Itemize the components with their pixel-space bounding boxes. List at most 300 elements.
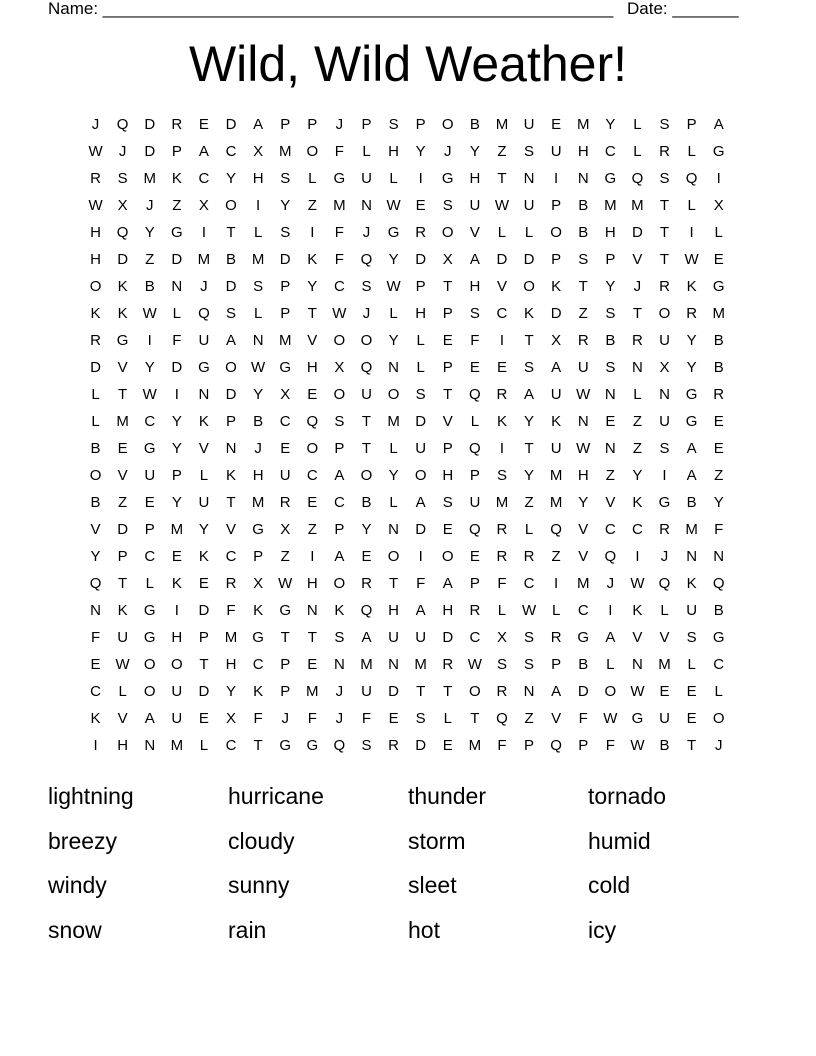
grid-letter: M: [712, 305, 725, 322]
grid-letter: D: [171, 251, 183, 268]
grid-letter: C: [469, 629, 481, 646]
grid-letter: P: [334, 440, 345, 457]
grid-letter: O: [170, 656, 183, 673]
grid-letter: H: [442, 602, 454, 619]
grid-letter: H: [252, 170, 264, 187]
grid-letter: K: [524, 305, 535, 322]
grid-letter: U: [198, 494, 210, 511]
grid-letter: R: [496, 548, 508, 565]
grid-letter: R: [523, 548, 535, 565]
grid-letter: I: [662, 467, 667, 484]
grid-letter: Q: [658, 575, 671, 592]
grid-letter: Q: [198, 305, 210, 322]
grid-letter: Y: [171, 413, 182, 430]
grid-letter: S: [280, 170, 291, 187]
grid-letter: C: [225, 548, 237, 565]
grid-row: [82, 219, 734, 246]
grid-letter: D: [225, 386, 237, 403]
grid-letter: T: [687, 737, 697, 754]
grid-letter: C: [632, 521, 643, 538]
grid-letter: E: [198, 575, 209, 592]
grid-letter: K: [90, 305, 101, 322]
grid-letter: O: [306, 143, 319, 160]
grid-letter: V: [226, 521, 237, 538]
grid-letter: N: [252, 332, 264, 349]
grid-letter: X: [280, 521, 291, 538]
grid-letter: C: [333, 494, 345, 511]
grid-letter: V: [307, 332, 318, 349]
grid-letter: L: [633, 116, 642, 133]
grid-letter: C: [713, 656, 725, 673]
grid-letter: L: [389, 494, 398, 511]
grid-letter: F: [253, 710, 263, 727]
grid-letter: L: [416, 332, 425, 349]
grid-letter: P: [117, 548, 128, 565]
grid-letter: J: [254, 440, 262, 457]
grid-row: [82, 516, 734, 543]
grid-letter: L: [253, 224, 263, 241]
grid-letter: K: [307, 251, 318, 268]
grid-letter: L: [660, 602, 669, 619]
grid-letter: K: [117, 278, 128, 295]
grid-letter: U: [469, 197, 481, 214]
grid-letter: E: [361, 548, 372, 565]
grid-letter: E: [117, 440, 128, 457]
grid-letter: I: [174, 602, 179, 619]
grid-letter: U: [550, 143, 562, 160]
grid-letter: L: [389, 170, 398, 187]
grid-letter: L: [443, 710, 452, 727]
grid-letter: P: [280, 116, 291, 133]
grid-letter: P: [171, 467, 182, 484]
grid-row: [82, 543, 734, 570]
grid-letter: M: [143, 170, 156, 187]
grid-letter: V: [496, 278, 507, 295]
grid-letter: Z: [524, 710, 534, 727]
grid-letter: U: [171, 710, 183, 727]
grid-letter: O: [360, 467, 373, 484]
grid-letter: L: [470, 413, 480, 430]
grid-letter: V: [632, 251, 643, 268]
grid-letter: E: [442, 521, 453, 538]
grid-row: [82, 300, 734, 327]
grid-letter: L: [199, 467, 209, 484]
grid-letter: W: [386, 197, 401, 214]
grid-row: [82, 462, 734, 489]
grid-letter: Z: [172, 197, 182, 214]
grid-letter: G: [658, 494, 671, 511]
grid-letter: U: [659, 413, 670, 430]
grid-letter: K: [551, 278, 562, 295]
grid-letter: Z: [714, 467, 724, 484]
grid-letter: L: [362, 143, 371, 160]
grid-letter: F: [497, 575, 507, 592]
grid-letter: D: [550, 305, 562, 322]
grid-letter: L: [389, 440, 398, 457]
grid-letter: R: [632, 332, 643, 349]
grid-letter: M: [251, 251, 265, 268]
grid-letter: H: [388, 602, 399, 619]
grid-letter: X: [551, 332, 562, 349]
grid-letter: U: [523, 116, 535, 133]
grid-letter: P: [469, 467, 480, 484]
grid-letter: M: [468, 737, 482, 754]
grid-letter: G: [306, 737, 319, 754]
grid-letter: U: [388, 629, 399, 646]
grid-letter: D: [279, 251, 291, 268]
grid-letter: S: [442, 197, 453, 214]
grid-letter: F: [226, 602, 236, 619]
grid-row: [82, 570, 734, 597]
grid-letter: A: [361, 629, 372, 646]
grid-row: [82, 732, 734, 759]
grid-letter: R: [225, 575, 237, 592]
grid-letter: M: [658, 656, 671, 673]
grid-letter: G: [631, 710, 644, 727]
grid-letter: F: [578, 710, 588, 727]
grid-letter: C: [333, 278, 345, 295]
grid-letter: C: [225, 143, 237, 160]
grid-letter: R: [686, 305, 698, 322]
header-line: [48, 0, 748, 21]
grid-letter: J: [145, 197, 154, 214]
grid-letter: O: [360, 332, 373, 349]
grid-letter: N: [632, 656, 643, 673]
grid-letter: P: [442, 440, 453, 457]
grid-letter: P: [307, 116, 318, 133]
grid-letter: C: [144, 548, 156, 565]
word-list: [48, 778, 768, 956]
word-list-item: icy: [588, 916, 617, 943]
grid-letter: Q: [360, 602, 373, 619]
grid-letter: S: [442, 494, 453, 511]
grid-letter: K: [334, 602, 345, 619]
grid-letter: E: [659, 683, 670, 700]
grid-letter: Z: [605, 467, 615, 484]
grid-letter: R: [659, 143, 670, 160]
grid-letter: Y: [307, 278, 318, 295]
grid-letter: F: [334, 143, 344, 160]
grid-letter: I: [201, 224, 206, 241]
grid-letter: J: [118, 143, 127, 160]
grid-letter: U: [469, 494, 481, 511]
grid-letter: A: [713, 116, 724, 133]
grid-letter: U: [144, 467, 156, 484]
grid-letter: X: [659, 359, 670, 376]
grid-letter: M: [495, 494, 509, 511]
grid-letter: E: [415, 197, 426, 214]
grid-letter: Y: [415, 143, 426, 160]
grid-letter: O: [333, 386, 346, 403]
grid-letter: K: [90, 710, 101, 727]
grid-row: [82, 705, 734, 732]
grid-letter: B: [713, 332, 724, 349]
grid-letter: Q: [116, 116, 129, 133]
grid-letter: S: [253, 278, 264, 295]
grid-letter: Y: [524, 413, 535, 430]
grid-letter: Q: [89, 575, 102, 592]
grid-letter: Q: [116, 224, 129, 241]
grid-letter: C: [577, 602, 589, 619]
grid-letter: Q: [469, 440, 481, 457]
grid-letter: D: [415, 521, 427, 538]
grid-letter: O: [441, 224, 454, 241]
grid-letter: P: [442, 305, 453, 322]
grid-letter: D: [225, 116, 237, 133]
grid-letter: L: [253, 305, 263, 322]
grid-letter: U: [361, 170, 372, 187]
grid-letter: H: [90, 224, 101, 241]
date-field[interactable]: Date: _______: [627, 0, 739, 18]
word-list-item: hurricane: [228, 783, 324, 809]
grid-letter: E: [713, 440, 724, 457]
grid-letter: U: [415, 440, 427, 457]
grid-letter: G: [685, 386, 698, 403]
grid-letter: E: [307, 656, 318, 673]
grid-letter: R: [496, 521, 508, 538]
grid-letter: C: [604, 521, 616, 538]
grid-letter: H: [90, 251, 101, 268]
grid-letter: B: [659, 737, 670, 754]
grid-letter: L: [714, 224, 723, 241]
grid-letter: L: [524, 521, 534, 538]
grid-letter: M: [278, 143, 292, 160]
grid-letter: S: [361, 737, 372, 754]
grid-letter: R: [469, 602, 481, 619]
grid-letter: X: [280, 386, 291, 403]
grid-letter: J: [281, 710, 289, 727]
grid-letter: G: [116, 332, 129, 349]
grid-letter: T: [443, 278, 453, 295]
grid-letter: D: [144, 143, 156, 160]
grid-letter: U: [117, 629, 129, 646]
grid-row: [82, 435, 734, 462]
grid-letter: O: [333, 575, 346, 592]
grid-letter: K: [117, 602, 128, 619]
grid-letter: E: [469, 359, 480, 376]
grid-letter: T: [361, 440, 372, 457]
grid-letter: J: [606, 575, 615, 592]
grid-letter: W: [88, 143, 103, 160]
grid-row: [82, 327, 734, 354]
grid-letter: E: [198, 710, 209, 727]
grid-letter: N: [171, 278, 183, 295]
grid-letter: H: [577, 467, 589, 484]
grid-letter: H: [469, 170, 481, 187]
grid-letter: N: [361, 197, 372, 214]
grid-letter: R: [577, 332, 589, 349]
grid-letter: T: [307, 629, 317, 646]
grid-letter: J: [335, 116, 344, 133]
grid-letter: U: [198, 332, 210, 349]
grid-letter: L: [687, 197, 696, 214]
grid-letter: Z: [551, 548, 561, 565]
grid-letter: L: [118, 683, 127, 700]
grid-letter: W: [576, 386, 591, 403]
grid-letter: A: [198, 143, 209, 160]
grid-letter: P: [469, 575, 480, 592]
grid-letter: E: [442, 332, 453, 349]
grid-letter: K: [117, 305, 128, 322]
grid-letter: I: [499, 332, 505, 349]
grid-letter: D: [442, 629, 454, 646]
grid-letter: P: [551, 251, 562, 268]
grid-letter: K: [171, 170, 182, 187]
grid-letter: W: [386, 278, 401, 295]
grid-letter: W: [684, 251, 699, 268]
grid-letter: L: [606, 656, 615, 673]
grid-letter: M: [170, 521, 184, 538]
grid-letter: S: [659, 170, 670, 187]
grid-letter: T: [443, 683, 453, 700]
grid-letter: S: [415, 386, 426, 403]
name-field[interactable]: Name: ______________________________________________________: [48, 0, 614, 18]
grid-letter: Y: [388, 467, 399, 484]
grid-letter: G: [143, 629, 156, 646]
grid-letter: P: [415, 116, 426, 133]
grid-letter: O: [143, 656, 156, 673]
grid-letter: E: [605, 413, 616, 430]
grid-letter: M: [604, 197, 617, 214]
grid-letter: L: [497, 224, 507, 241]
grid-letter: L: [91, 413, 100, 430]
grid-letter: G: [712, 278, 725, 295]
grid-letter: I: [635, 548, 640, 565]
grid-letter: N: [523, 683, 535, 700]
grid-letter: D: [198, 602, 210, 619]
grid-letter: T: [578, 278, 588, 295]
grid-letter: U: [577, 359, 589, 376]
grid-letter: M: [116, 413, 129, 430]
grid-letter: M: [251, 494, 265, 511]
word-list-item: rain: [228, 916, 267, 943]
grid-letter: R: [659, 278, 670, 295]
grid-letter: Y: [253, 386, 264, 403]
grid-letter: Y: [280, 197, 291, 214]
grid-letter: N: [577, 413, 589, 430]
grid-letter: L: [524, 224, 534, 241]
grid-letter: Y: [388, 251, 399, 268]
grid-letter: Y: [686, 332, 697, 349]
grid-letter: W: [467, 656, 482, 673]
grid-letter: M: [549, 494, 563, 511]
grid-letter: N: [604, 440, 616, 457]
grid-letter: R: [442, 656, 454, 673]
grid-letter: Y: [144, 359, 155, 376]
grid-letter: E: [713, 413, 724, 430]
grid-letter: W: [630, 575, 645, 592]
grid-letter: S: [605, 305, 616, 322]
grid-letter: B: [144, 278, 155, 295]
grid-letter: Z: [280, 548, 290, 565]
grid-letter: I: [93, 737, 98, 754]
grid-letter: H: [306, 359, 318, 376]
grid-letter: V: [551, 710, 562, 727]
grid-letter: V: [117, 359, 128, 376]
grid-letter: T: [497, 170, 507, 187]
grid-letter: G: [577, 629, 590, 646]
grid-letter: N: [659, 386, 670, 403]
grid-letter: Z: [145, 251, 155, 268]
grid-letter: P: [551, 197, 562, 214]
grid-letter: Q: [712, 575, 725, 592]
grid-letter: I: [689, 224, 694, 241]
grid-letter: S: [578, 251, 589, 268]
grid-letter: A: [442, 575, 453, 592]
grid-letter: Z: [632, 413, 642, 430]
grid-letter: R: [659, 521, 670, 538]
grid-letter: D: [523, 251, 535, 268]
grid-letter: J: [335, 683, 344, 700]
grid-letter: G: [441, 170, 454, 187]
page-title: Wild, Wild Weather!: [188, 36, 628, 92]
grid-letter: A: [524, 386, 535, 403]
grid-letter: E: [551, 116, 562, 133]
grid-letter: R: [713, 386, 725, 403]
grid-letter: F: [334, 251, 344, 268]
grid-letter: B: [578, 656, 589, 673]
grid-letter: X: [117, 197, 128, 214]
grid-letter: O: [658, 305, 671, 322]
grid-letter: F: [90, 629, 101, 646]
word-list-item: cloudy: [228, 827, 295, 854]
grid-letter: Y: [632, 467, 643, 484]
grid-letter: S: [659, 116, 670, 133]
grid-letter: O: [89, 278, 102, 295]
grid-letter: L: [389, 305, 398, 322]
word-row: [48, 867, 768, 912]
grid-letter: G: [712, 143, 725, 160]
grid-letter: T: [118, 386, 128, 403]
word-list-item: cold: [588, 872, 631, 898]
grid-letter: S: [524, 629, 535, 646]
word-list-item: breezy: [48, 827, 118, 854]
grid-letter: T: [361, 413, 372, 430]
grid-letter: H: [577, 143, 589, 160]
word-list-item: hot: [408, 916, 440, 943]
word-row: [48, 823, 768, 868]
word-list-item: lightning: [48, 783, 134, 809]
grid-letter: T: [659, 224, 670, 241]
grid-letter: T: [226, 494, 236, 511]
grid-letter: H: [415, 305, 427, 322]
grid-letter: B: [605, 332, 616, 349]
grid-letter: S: [388, 116, 399, 133]
grid-letter: E: [469, 548, 480, 565]
grid-letter: K: [198, 548, 209, 565]
grid-letter: R: [496, 683, 508, 700]
grid-letter: Z: [632, 440, 642, 457]
grid-letter: Y: [90, 548, 101, 565]
grid-letter: S: [415, 710, 426, 727]
grid-letter: H: [306, 575, 318, 592]
grid-letter: K: [171, 575, 182, 592]
grid-row: [82, 354, 734, 381]
grid-letter: F: [470, 332, 480, 349]
grid-letter: Z: [497, 143, 507, 160]
grid-letter: C: [198, 170, 210, 187]
grid-letter: E: [388, 710, 399, 727]
grid-letter: K: [198, 413, 209, 430]
grid-letter: M: [576, 575, 590, 592]
grid-letter: V: [198, 440, 209, 457]
grid-letter: G: [712, 629, 725, 646]
grid-letter: X: [713, 197, 724, 214]
grid-letter: G: [143, 602, 156, 619]
grid-letter: P: [361, 116, 372, 133]
grid-letter: T: [659, 251, 670, 268]
grid-letter: B: [713, 359, 724, 376]
